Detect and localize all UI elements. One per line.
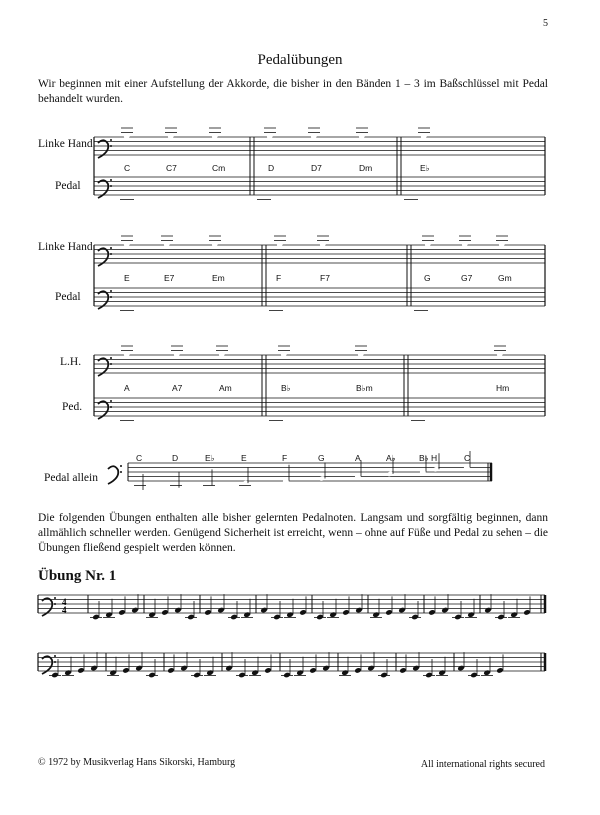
bass-clef-dot <box>54 661 56 663</box>
chord-symbol: F <box>276 273 282 283</box>
whole-note <box>272 310 280 315</box>
chord-symbol: D7 <box>311 163 322 173</box>
whole-note <box>123 420 131 425</box>
chord-symbol: Gm <box>498 273 512 283</box>
pedal-alone-label: Pedal allein <box>44 472 98 484</box>
system-3-pedal-label: Ped. <box>62 401 83 413</box>
chord-symbol: G7 <box>461 273 473 283</box>
note-name: D <box>172 453 179 463</box>
chord-symbol: E♭ <box>420 163 430 173</box>
chord-symbol: B♭ <box>281 383 291 393</box>
whole-note <box>414 420 422 425</box>
note-name: C <box>136 453 143 463</box>
chord-symbol: B♭m <box>356 383 373 393</box>
note-name: E♭ <box>205 453 215 463</box>
copyright-notice: © 1972 by Musikverlag Hans Sikorski, Hamburg <box>38 757 236 768</box>
chord-symbol: Am <box>219 383 232 393</box>
note-name: C <box>464 453 471 463</box>
note-name: B♭ <box>419 453 429 463</box>
chord-symbol: A7 <box>172 383 183 393</box>
note-name: G <box>318 453 325 463</box>
bass-clef-dot <box>110 363 112 365</box>
bass-clef-dot <box>110 296 112 298</box>
chord-symbol: C <box>124 163 131 173</box>
bass-clef-dot <box>110 290 112 292</box>
whole-note <box>123 199 131 204</box>
chord-symbol: E <box>124 273 130 283</box>
bass-clef-dot <box>110 145 112 147</box>
rights-notice: All international rights secured <box>420 759 545 770</box>
chord-symbol: Dm <box>359 163 373 173</box>
bass-clef-dot <box>110 406 112 408</box>
whole-note <box>123 310 131 315</box>
intro-text: Wir beginnen mit einer Aufstellung der Akkorde, die bisher in den Bänden 1 – 3 im Baßschlüssel mit Pedal behandelt wurden. <box>38 78 548 105</box>
chord-symbol: Hm <box>496 383 510 393</box>
time-signature: 4 <box>62 597 67 607</box>
page-number: 5 <box>543 18 548 29</box>
whole-note <box>407 199 415 204</box>
system-3-hand-label: L.H. <box>60 356 82 368</box>
bass-clef-dot <box>110 179 112 181</box>
time-signature: 4 <box>62 605 67 615</box>
note-name: E <box>241 453 247 463</box>
bass-clef-dot <box>54 603 56 605</box>
chord-symbol: G <box>424 273 431 283</box>
chord-symbol: F7 <box>320 273 330 283</box>
system-1-pedal-label: Pedal <box>55 180 81 192</box>
note-name: A♭ <box>386 453 396 463</box>
system-2-hand-label: Linke Hand <box>38 241 93 253</box>
page-title: Pedalübungen <box>257 52 343 68</box>
chord-symbol: E7 <box>164 273 175 283</box>
bass-clef-dot <box>110 400 112 402</box>
system-2-pedal-label: Pedal <box>55 291 81 303</box>
note-name-h: H <box>431 453 438 463</box>
exercise-title: Übung Nr. 1 <box>38 568 117 584</box>
bass-clef-dot <box>54 655 56 657</box>
bass-clef-dot <box>110 247 112 249</box>
bass-clef-dot <box>110 139 112 141</box>
chord-symbol: Em <box>212 273 225 283</box>
chord-symbol: Cm <box>212 163 226 173</box>
bass-clef-dot <box>110 253 112 255</box>
bass-clef-dot <box>120 471 122 473</box>
chord-symbol: D <box>268 163 275 173</box>
chord-symbol: A <box>124 383 130 393</box>
instructions-paragraph: Die folgenden Übungen enthalten alle bisher gelernten Pedalnoten. Langsam und sorgfältig beginnen, dann allmählich schneller werden. Genügend Sicherheit ist erreicht, wenn – ohne auf Füße und Pedal zu sehen – die Übungen fließend gespielt werden können. <box>38 512 548 554</box>
note-name: F <box>282 453 288 463</box>
bass-clef-dot <box>110 357 112 359</box>
bass-clef-dot <box>110 185 112 187</box>
whole-note <box>272 420 280 425</box>
whole-note <box>260 199 268 204</box>
bass-clef-dot <box>120 465 122 467</box>
bass-clef-dot <box>54 597 56 599</box>
note-name: A <box>355 453 361 463</box>
bass-clef-icon <box>108 466 118 484</box>
whole-note <box>417 310 425 315</box>
system-1-hand-label: Linke Hand <box>38 138 93 150</box>
chord-symbol: C7 <box>166 163 177 173</box>
